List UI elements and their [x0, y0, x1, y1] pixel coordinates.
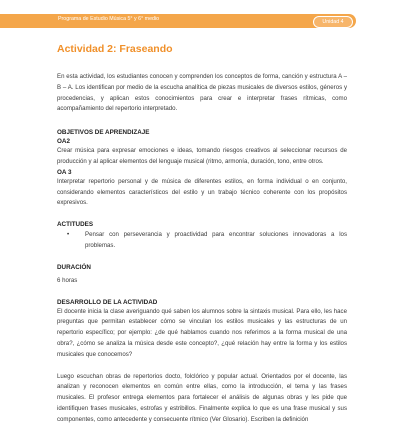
- document-body: [57, 43, 347, 426]
- objectives-heading: OBJETIVOS DE APRENDIZAJE: [57, 129, 150, 137]
- oa3-text: Interpretar repertorio personal y de música de diferentes estilos, en forma individual o en conjunto, considerando elementos característicos del estilo y un trabajo técnico coherente con los propósitos expresivos.: [57, 177, 347, 207]
- development-paragraph-2: Luego escuchan obras de repertorios docto, folclórico y popular actual. Orientados por el docente, las analizan y reconocen elementos en común entre ellas, como la introducción, el tema y las frases musicales. El profesor entrega elementos para fortalecer el análisis de algunas obras y les pide que identifiquen frases musicales, estrofas y estribillos. Finalmente explica lo que es una frase musical y sus componentes, como antecedente y consecuente rítmico (Ver Glosario). Escriben la definición: [57, 372, 347, 423]
- header-bar: [0, 14, 356, 28]
- oa2-text: Crear música para expresar emociones e ideas, tomando riesgos creativos al seleccionar recursos de producción y al aplicar elementos del lenguaje musical (ritmo, armonía, duración, tono, entre otros.: [57, 147, 347, 165]
- duration-value: 6 horas: [57, 276, 78, 284]
- oa2-label: OA2: [57, 138, 70, 146]
- unit-badge: Unidad 4: [313, 16, 353, 28]
- program-title: Programa de Estudio Música 5° y 6° medio: [58, 16, 160, 22]
- attitude-item: [57, 230, 347, 252]
- development-paragraph-1: El docente inicia la clase averiguando qué saben los alumnos sobre la sintaxis musical. Para ello, les hace preguntas que permitan establecer cómo se vinculan los estilos musicales y las estructuras de un repertorio específico; por ejemplo: ¿de qué hablamos cuando nos referimos a la forma musical de una obra?, ¿cómo se analiza la música desde este concepto?, ¿qué relación hay entre la forma y los estilos musicales que conocemos?: [57, 307, 347, 358]
- duration-heading: DURACIÓN: [57, 263, 91, 271]
- intro-paragraph: En esta actividad, los estudiantes conocen y comprenden los conceptos de forma, canción y estructura A – B – A. Los identifican por medio de la escucha analítica de piezas musicales de diversos estilos, géneros y procedencias, y aplican estos conocimientos para crear e interpretar frases rítmicas, como acompañamiento del repertorio interpretado.: [57, 73, 347, 113]
- oa3-label: OA 3: [57, 168, 72, 176]
- attitude-text: Pensar con perseverancia y proactividad para encontrar soluciones innovadoras a los problemas.: [85, 231, 347, 249]
- attitudes-heading: ACTITUDES: [57, 221, 94, 229]
- development-heading: DESARROLLO DE LA ACTIVIDAD: [57, 298, 158, 306]
- bullet-icon: •: [67, 231, 70, 239]
- activity-title: Actividad 2: Fraseando: [57, 43, 173, 55]
